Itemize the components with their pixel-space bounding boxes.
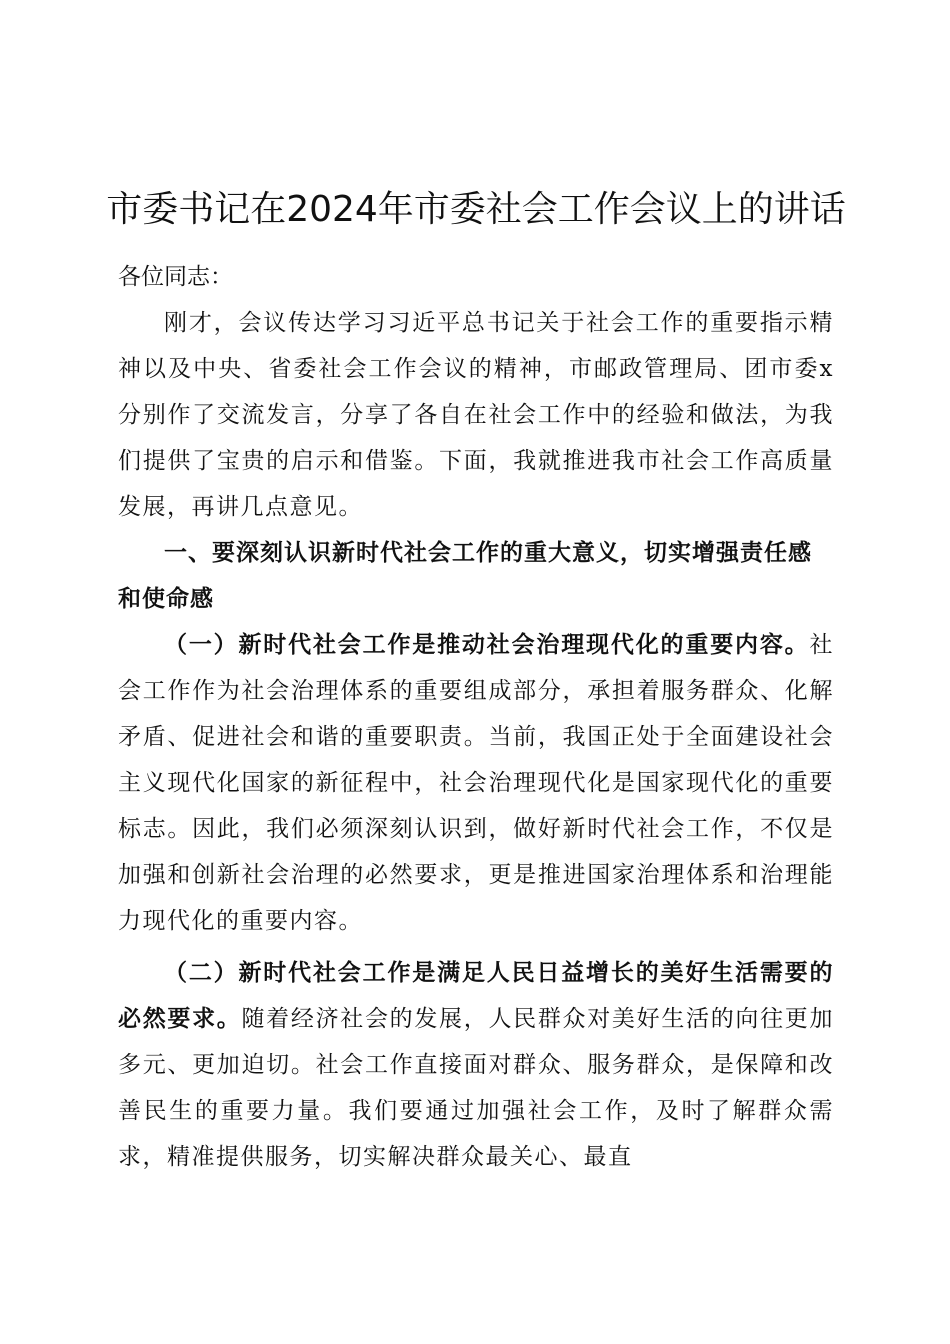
subsection-1-lead: （一）新时代社会工作是推动社会治理现代化的重要内容。: [164, 632, 810, 658]
section-1-heading: 一、要深刻认识新时代社会工作的重大意义，切实增强责任感和使命感: [118, 540, 812, 612]
subsection-1-paragraph: [118, 622, 834, 944]
salutation: 各位同志：: [118, 264, 233, 290]
intro-paragraph: 刚才，会议传达学习习近平总书记关于社会工作的重要指示精神以及中央、省委社会工作会议的精神，市邮政管理局、团市委x分别作了交流发言，分享了各自在社会工作中的经验和做法，为我们提供了宝贵的启示和借鉴。下面，我就推进我市社会工作高质量发展，再讲几点意见。: [118, 310, 834, 520]
document-title: 市委书记在2024年市委社会工作会议上的讲话: [106, 189, 846, 230]
subsection-1-body: 社会工作作为社会治理体系的重要组成部分，承担着服务群众、化解矛盾、促进社会和谐的重要职责。当前，我国正处于全面建设社会主义现代化国家的新征程中，社会治理现代化是国家现代化的重要标志。因此，我们必须深刻认识到，做好新时代社会工作，不仅是加强和创新社会治理的必然要求，更是推进国家治理体系和治理能力现代化的重要内容。: [118, 632, 834, 934]
subsection-2-body: 随着经济社会的发展，人民群众对美好生活的向往更加多元、更加迫切。社会工作直接面对群众、服务群众，是保障和改善民生的重要力量。我们要通过加强社会工作，及时了解群众需求，精准提供服务，切实解决群众最关心、最直: [118, 1006, 835, 1170]
document-page: [106, 186, 846, 1180]
subsection-2-lead: （二）新时代社会工作是满足人民日益增长的美好生活需要的必然要求。: [118, 960, 834, 1032]
subsection-2-paragraph: [118, 950, 834, 1180]
